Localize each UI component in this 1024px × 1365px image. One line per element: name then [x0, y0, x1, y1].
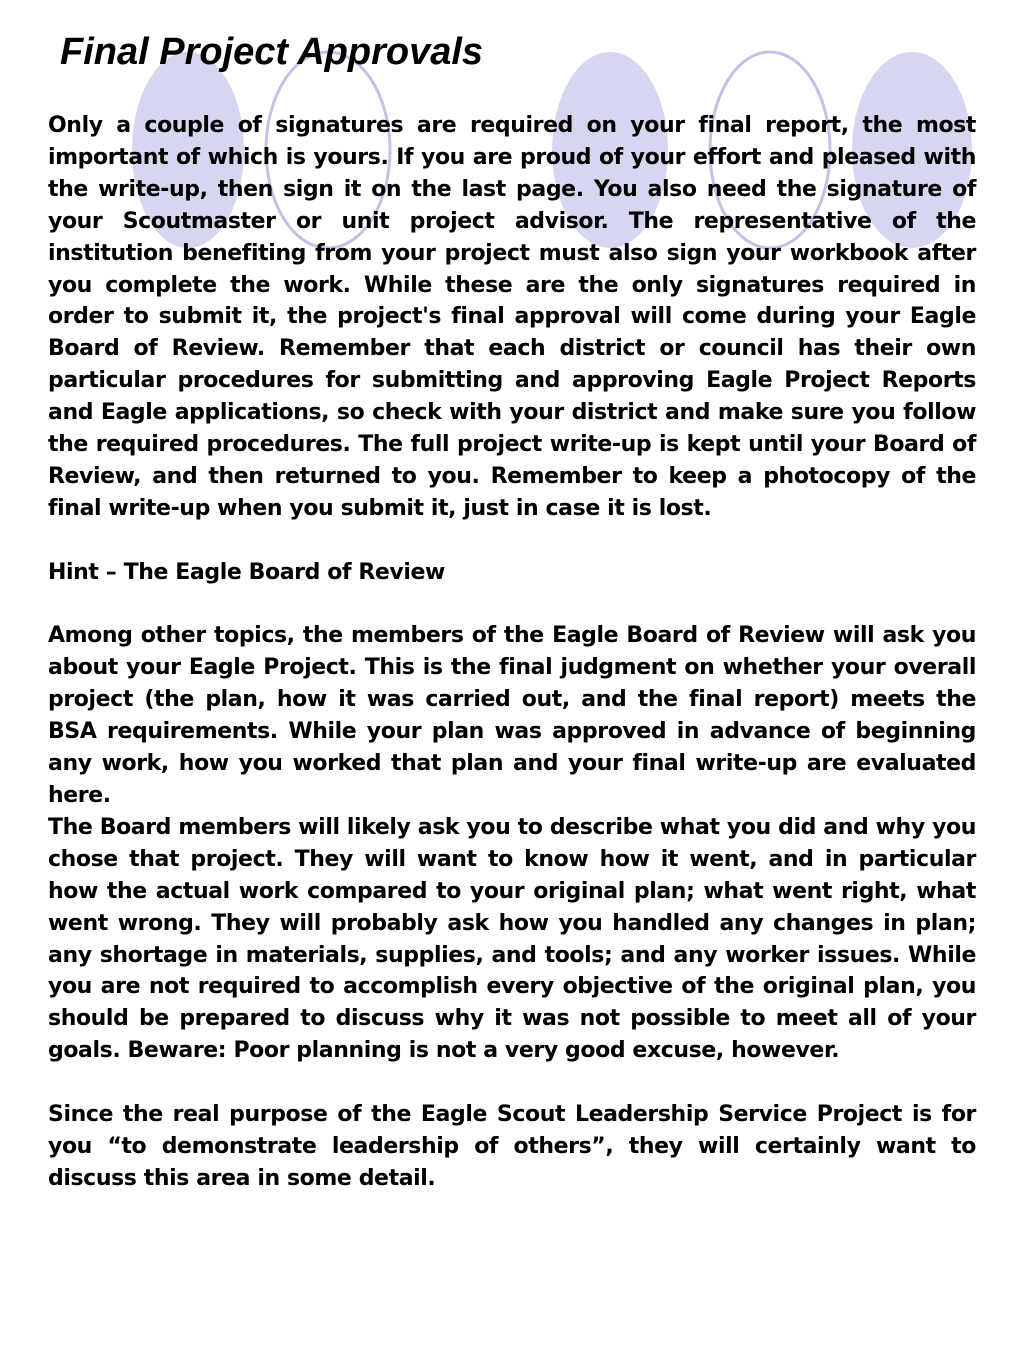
page-title: Final Project Approvals	[60, 31, 484, 73]
paragraph-gap	[48, 1067, 976, 1099]
paragraph-signatures: Only a couple of signatures are required on your final report, the most important of which is yours. If you are proud of your effort and pleased with the write-up, then sign it on the last page. You also need the signature of your Scoutmaster or unit project advisor. The representative of the institution benefiting from your project must also sign your workbook after you complete the work. While these are the only signatures required in order to submit it, the project's final approval will come during your Eagle Board of Review. Remember that each district or council has their own particular procedures for submitting and approving Eagle Project Reports and Eagle applications, so check with your district and make sure you follow the required procedures. The full project write-up is kept until your Board of Review, and then returned to you. Remember to keep a photocopy of the final write-up when you submit it, just in case it is lost.	[48, 113, 976, 521]
paragraph-gap	[48, 589, 976, 621]
paragraph-leadership: Since the real purpose of the Eagle Scout Leadership Service Project is for you “to demonstrate leadership of others”, they will certainly want to discuss this area in some detail.	[48, 1102, 976, 1191]
hint-heading: Hint – The Eagle Board of Review	[48, 559, 445, 585]
paragraph-gap	[48, 525, 976, 557]
paragraph-board-review: Among other topics, the members of the Eagle Board of Review will ask you about your Eagle Project. This is the final judgment on whether your overall project (the plan, how it was carried out, and the final report) meets the BSA requirements. While your plan was approved in advance of beginning any work, how you worked that plan and your final write-up are evaluated here.	[48, 623, 976, 808]
paragraph-board-questions: The Board members will likely ask you to describe what you did and why you chose that project. They will want to know how it went, and in particular how the actual work compared to your original plan; what went right, what went wrong. They will probably ask how you handled any changes in plan; any shortage in materials, supplies, and tools; and any worker issues. While you are not required to accomplish every objective of the original plan, you should be prepared to discuss why it was not possible to meet all of your goals. Beware: Poor planning is not a very good excuse, however.	[48, 814, 976, 1064]
document-body	[48, 110, 976, 1195]
